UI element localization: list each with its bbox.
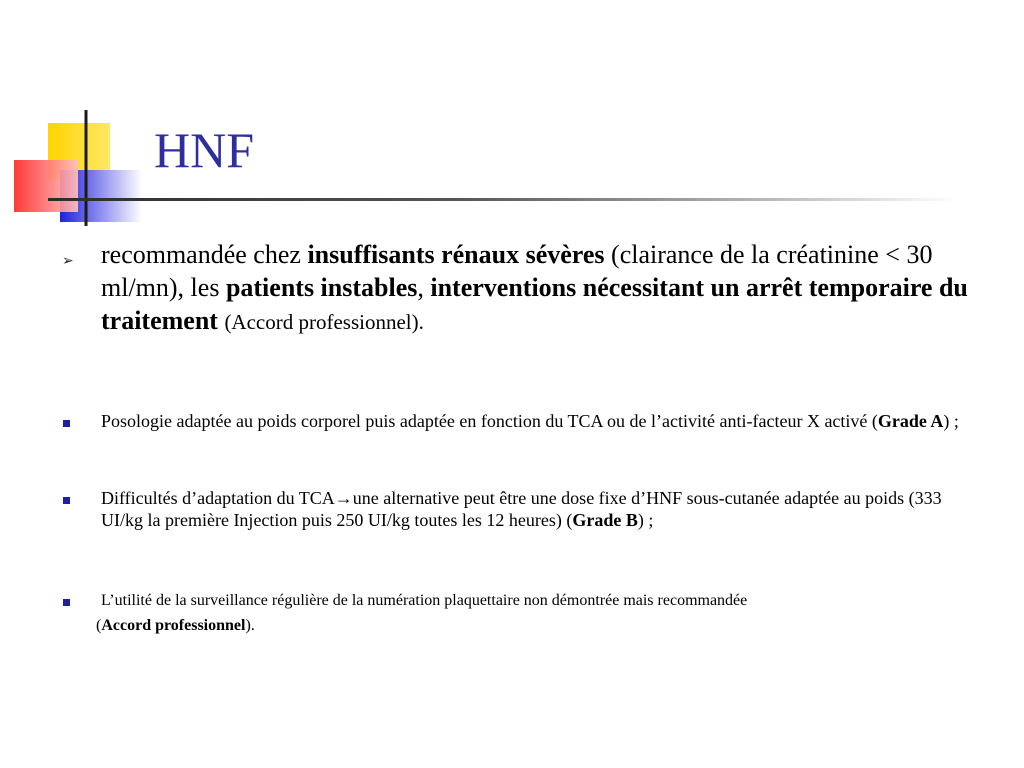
- slide-decoration: [0, 0, 160, 230]
- bullet-item-1: recommandée chez insuffisants rénaux sévères (clairance de la créatinine < 30 ml/mn), les patients instables, interventions nécessitant un arrêt temporaire du traitement (Accord professionnel).: [101, 240, 968, 335]
- bullet-item-4: L’utilité de la surveillance régulière de la numération plaquettaire non démontrée mais recommandée: [101, 592, 748, 609]
- red-square: [14, 160, 78, 212]
- square-bullet-icon: [63, 420, 70, 427]
- slide-title: HNF: [154, 122, 255, 178]
- bullet-item-4-continuation: (Accord professionnel).: [96, 617, 255, 634]
- title-underline: [48, 198, 958, 201]
- bullet-item-2: Posologie adaptée au poids corporel puis adaptée en fonction du TCA ou de l’activité anti-facteur X activé (Grade A) ;: [101, 411, 959, 431]
- square-bullet-icon: [63, 599, 70, 606]
- arrow-bullet-icon: ➢: [62, 253, 74, 269]
- square-bullet-icon: [63, 497, 70, 504]
- bullet-item-3: Difficultés d’adaptation du TCA→une alternative peut être une dose fixe d’HNF sous-cutanée adaptée au poids (333 UI/kg la première Injection puis 250 UI/kg toutes les 12 heures) (Grade B) ;: [101, 488, 942, 530]
